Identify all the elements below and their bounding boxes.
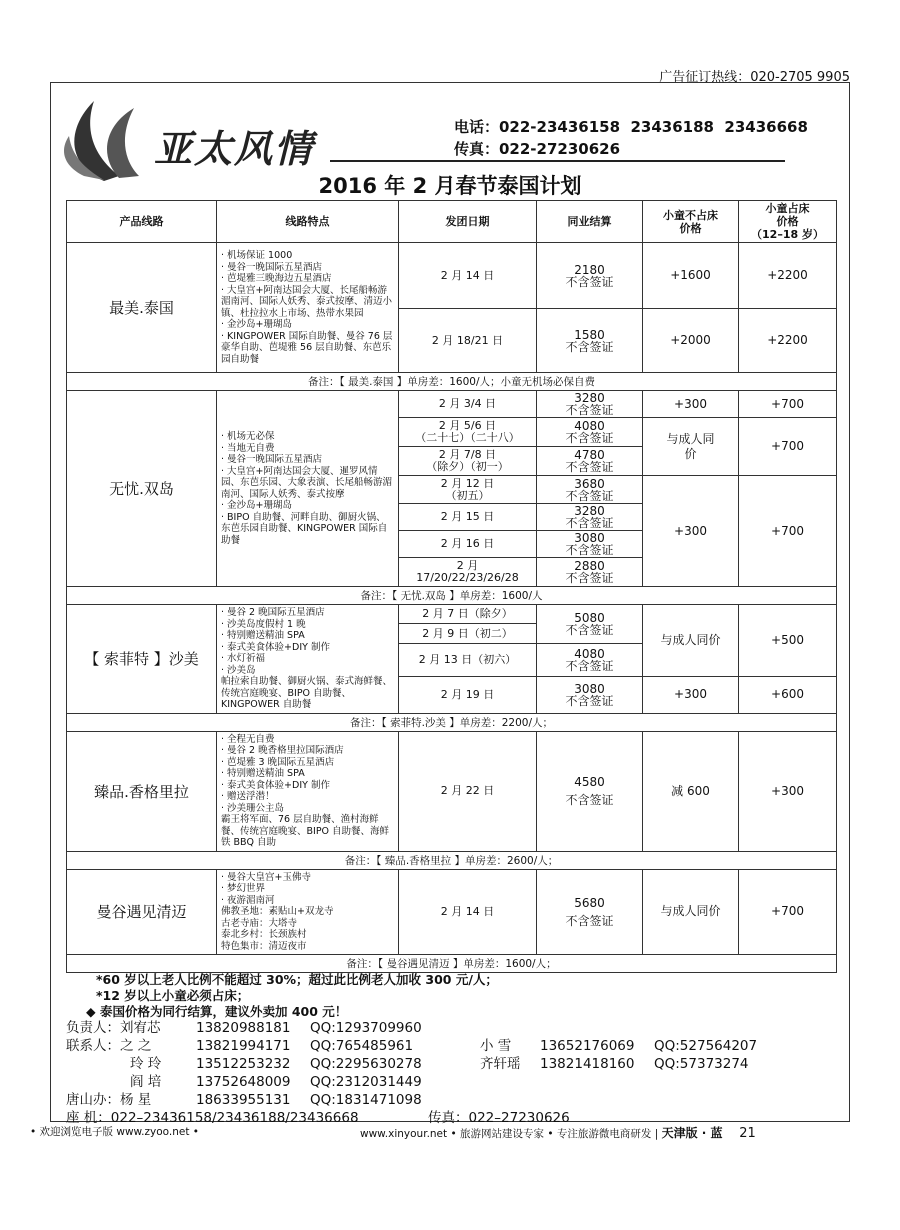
contact-qq: QQ:765485961 [310,1038,414,1054]
col-route: 产品线路 [67,201,217,243]
child-no-bed-price: 与成人同价 [643,605,739,677]
contact-phone: 13512253232 [196,1056,291,1072]
fax: 传真：022–27230626 [428,1110,570,1126]
departure-date: 2 月 14 日 [399,243,537,309]
table-row [67,869,837,955]
page-number: 21 [739,1126,756,1141]
settle-price: 3080 不含签证 [537,676,643,713]
settle-price: 2880 不含签证 [537,558,643,587]
settle-price: 4080 不含签证 [537,643,643,676]
route-features: · 曼谷大皇宫+玉佛寺 · 梦幻世界 · 夜游湄南河 佛教圣地：素贴山+双龙寺 古老寺庙：大塔寺 泰北乡村：长颈族村 特色集市：清迈夜市 [217,869,399,955]
route-name: 臻品.香格里拉 [67,731,217,851]
table-header-row [67,201,837,243]
logo-text: 亚太风情 [154,126,315,171]
remark-row [67,851,837,869]
contact-qq: QQ:2312031449 [310,1074,422,1090]
departure-date: 2 月 22 日 [399,731,537,851]
departure-date: 2 月 15 日 [399,504,537,531]
contact-phone: 13821994171 [196,1038,291,1054]
departure-date: 2 月 16 日 [399,531,537,558]
notes-block [66,972,836,1020]
child-bed-price: +700 [739,418,837,476]
departure-date: 2 月 13 日（初六） [399,643,537,676]
col-features: 线路特点 [217,201,399,243]
child-bed-price: +500 [739,605,837,677]
table-row [67,391,837,418]
contact-phone: 18633955131 [196,1092,291,1108]
child-bed-price: +700 [739,476,837,587]
contact-name: 阎 培 [130,1074,162,1090]
table-row [67,731,837,851]
settle-price: 4780 不含签证 [537,447,643,476]
contact-name: 联系人：之 之 [66,1038,152,1054]
contact-qq: QQ:2295630278 [310,1056,422,1072]
route-name: 无忧.双岛 [67,391,217,587]
settle-price: 2180 不含签证 [537,243,643,309]
settle-price: 1580 不含签证 [537,309,643,373]
route-features: · 全程无自费 · 曼谷 2 晚香格里拉国际酒店 · 芭堤雅 3 晚国际五星酒店 · 特别赠送精油 SPA · 泰式美食体验+DIY 制作 · 赠送浮潜！ · 沙美珊公主岛 霸王将军面、76 层自助餐、渔村海鲜餐、传统宫庭晚宴、BIPO 自助餐、海鲜铁 BBQ 自助 [217,731,399,851]
note-pricing: ◆ 泰国价格为同行结算，建议外卖加 400 元！ [86,1004,348,1019]
child-no-bed-price: 与成人同价 [643,869,739,955]
list-item [66,1073,836,1091]
remark-row [67,955,837,973]
remark-text: 备注：【 无忧.双岛 】单房差：1600/人 [67,587,837,605]
contact-qq: QQ:1831471098 [310,1092,422,1108]
list-item [66,1091,836,1109]
landline: 座 机：022–23436158/23436188/23436668 [66,1110,359,1126]
departure-date: 2 月 12 日 （初五） [399,476,537,504]
departure-date: 2 月 7/8 日 （除夕）（初一） [399,447,537,476]
settle-price: 3280 不含签证 [537,504,643,531]
departure-date: 2 月 18/21 日 [399,309,537,373]
departure-date: 2 月 3/4 日 [399,391,537,418]
table-row [67,243,837,309]
tour-plan-table [66,200,837,973]
settle-price: 3080 不含签证 [537,531,643,558]
list-item [66,1055,836,1073]
contact-phone: 13820988181 [196,1020,291,1036]
child-bed-price: +700 [739,869,837,955]
contact-list [66,1019,836,1127]
contact-name: 玲 玲 [130,1056,162,1072]
col-settle: 同业结算 [537,201,643,243]
settle-price: 5680 不含签证 [537,869,643,955]
header-divider [330,160,785,162]
note-elderly: *60 岁以上老人比例不能超过 30%；超过此比例老人加收 300 元/人； [96,972,498,987]
remark-text: 备注：【 曼谷遇见清迈 】单房差：1600/人； [67,955,837,973]
route-features: · 机场无必保 · 当地无自费 · 曼谷一晚国际五星酒店 · 大皇宫+阿南达国会大厦、暹罗风情园、东芭乐园、大象表演、长尾船畅游湄南河、国际人妖秀、泰式按摩 · 金沙岛+珊瑚岛 · BIPO 自助餐、河畔自助、御厨火锅、东芭乐园自助餐、KINGPOWER 国际自助餐 [217,391,399,587]
footer-left: • 欢迎浏览电子版 www.zyoo.net • [30,1126,199,1138]
settle-price: 5080 不含签证 [537,605,643,644]
child-bed-price: +300 [739,731,837,851]
child-bed-price: +700 [739,391,837,418]
route-name: 曼谷遇见清迈 [67,869,217,955]
settle-price: 3280 不含签证 [537,391,643,418]
contact-qq: QQ:527564207 [654,1038,758,1054]
child-no-bed-price: +2000 [643,309,739,373]
child-no-bed-price: +1600 [643,243,739,309]
route-name: 最美.泰国 [67,243,217,373]
departure-date: 2 月 9 日（初二） [399,624,537,643]
route-name: 【 索菲特 】沙美 [67,605,217,714]
footer-site: www.xinyour.net • 旅游网站建设专家 • 专注旅游微电商研发 [360,1128,652,1140]
child-bed-price: +2200 [739,243,837,309]
child-no-bed-price: +300 [643,476,739,587]
contact-name: 小 雪 [480,1038,512,1054]
child-no-bed-price: +300 [643,676,739,713]
contact-name: 负责人：刘宥芯 [66,1020,161,1036]
contact-name: 齐轩瑶 [480,1056,521,1072]
page-title: 2016 年 2 月春节泰国计划 [318,174,582,198]
ad-hotline: 广告征订热线：020-2705 9905 [659,70,850,85]
fax-number: 传真：022-27230626 [454,140,621,158]
contact-name: 唐山办：杨 星 [66,1092,152,1108]
child-bed-price: +600 [739,676,837,713]
note-children: *12 岁以上小童必须占床； [96,988,250,1003]
list-item [66,1037,836,1055]
settle-price: 4580 不含签证 [537,731,643,851]
departure-date: 2 月 19 日 [399,676,537,713]
settle-price: 3680 不含签证 [537,476,643,504]
departure-date: 2 月 14 日 [399,869,537,955]
footer-right: www.xinyour.net • 旅游网站建设专家 • 专注旅游微电商研发 | 天津版 · 蓝 21 [360,1126,756,1141]
col-child-no-bed: 小童不占床 价格 [643,201,739,243]
contact-qq: QQ:1293709960 [310,1020,422,1036]
contact-block [454,116,808,160]
table-row [67,605,837,624]
contact-phone: 13652176069 [540,1038,635,1054]
col-child-bed: 小童占床 价格 （12–18 岁） [739,201,837,243]
contact-phone: 13752648009 [196,1074,291,1090]
departure-date: 2 月 5/6 日 （二十七）（二十八） [399,418,537,447]
departure-date: 2 月 7 日（除夕） [399,605,537,624]
child-bed-price: +2200 [739,309,837,373]
remark-row [67,587,837,605]
child-no-bed-price: 与成人同 价 [643,418,739,476]
child-no-bed-price: 减 600 [643,731,739,851]
remark-row [67,713,837,731]
remark-row [67,373,837,391]
leaf-logo-icon [64,96,164,186]
col-date: 发团日期 [399,201,537,243]
contact-phone: 13821418160 [540,1056,635,1072]
remark-text: 备注：【 最美.泰国 】单房差：1600/人；小童无机场必保自费 [67,373,837,391]
route-features: · 曼谷 2 晚国际五星酒店 · 沙美岛度假村 1 晚 · 特别赠送精油 SPA · 泰式美食体验+DIY 制作 · 水灯祈福 · 沙美岛 帕拉索自助餐、御厨火锅、泰式海鲜餐、传统宫庭晚宴、BIPO 自助餐、KINGPOWER 自助餐 [217,605,399,714]
departure-date: 2 月 17/20/22/23/26/28 [399,558,537,587]
child-no-bed-price: +300 [643,391,739,418]
list-item [66,1019,836,1037]
edition-label: 天津版 · 蓝 [661,1126,723,1140]
remark-text: 备注：【 臻品.香格里拉 】单房差：2600/人； [67,851,837,869]
settle-price: 4080 不含签证 [537,418,643,447]
remark-text: 备注：【 索菲特.沙美 】单房差：2200/人； [67,713,837,731]
contact-qq: QQ:57373274 [654,1056,749,1072]
route-features: · 机场保证 1000 · 曼谷一晚国际五星酒店 · 芭堤雅三晚海边五星酒店 · 大皇宫+阿南达国会大厦、长尾船畅游湄南河、国际人妖秀、泰式按摩、清迈小镇、杜拉拉水上市场、热带水果园 · 金沙岛+珊瑚岛 · KINGPOWER 国际自助餐、曼谷 76 层豪华自助、芭堤雅 56 层自助餐、东芭乐园自助餐 [217,243,399,373]
phone-numbers: 电话：022-23436158 23436188 23436668 [454,118,808,136]
